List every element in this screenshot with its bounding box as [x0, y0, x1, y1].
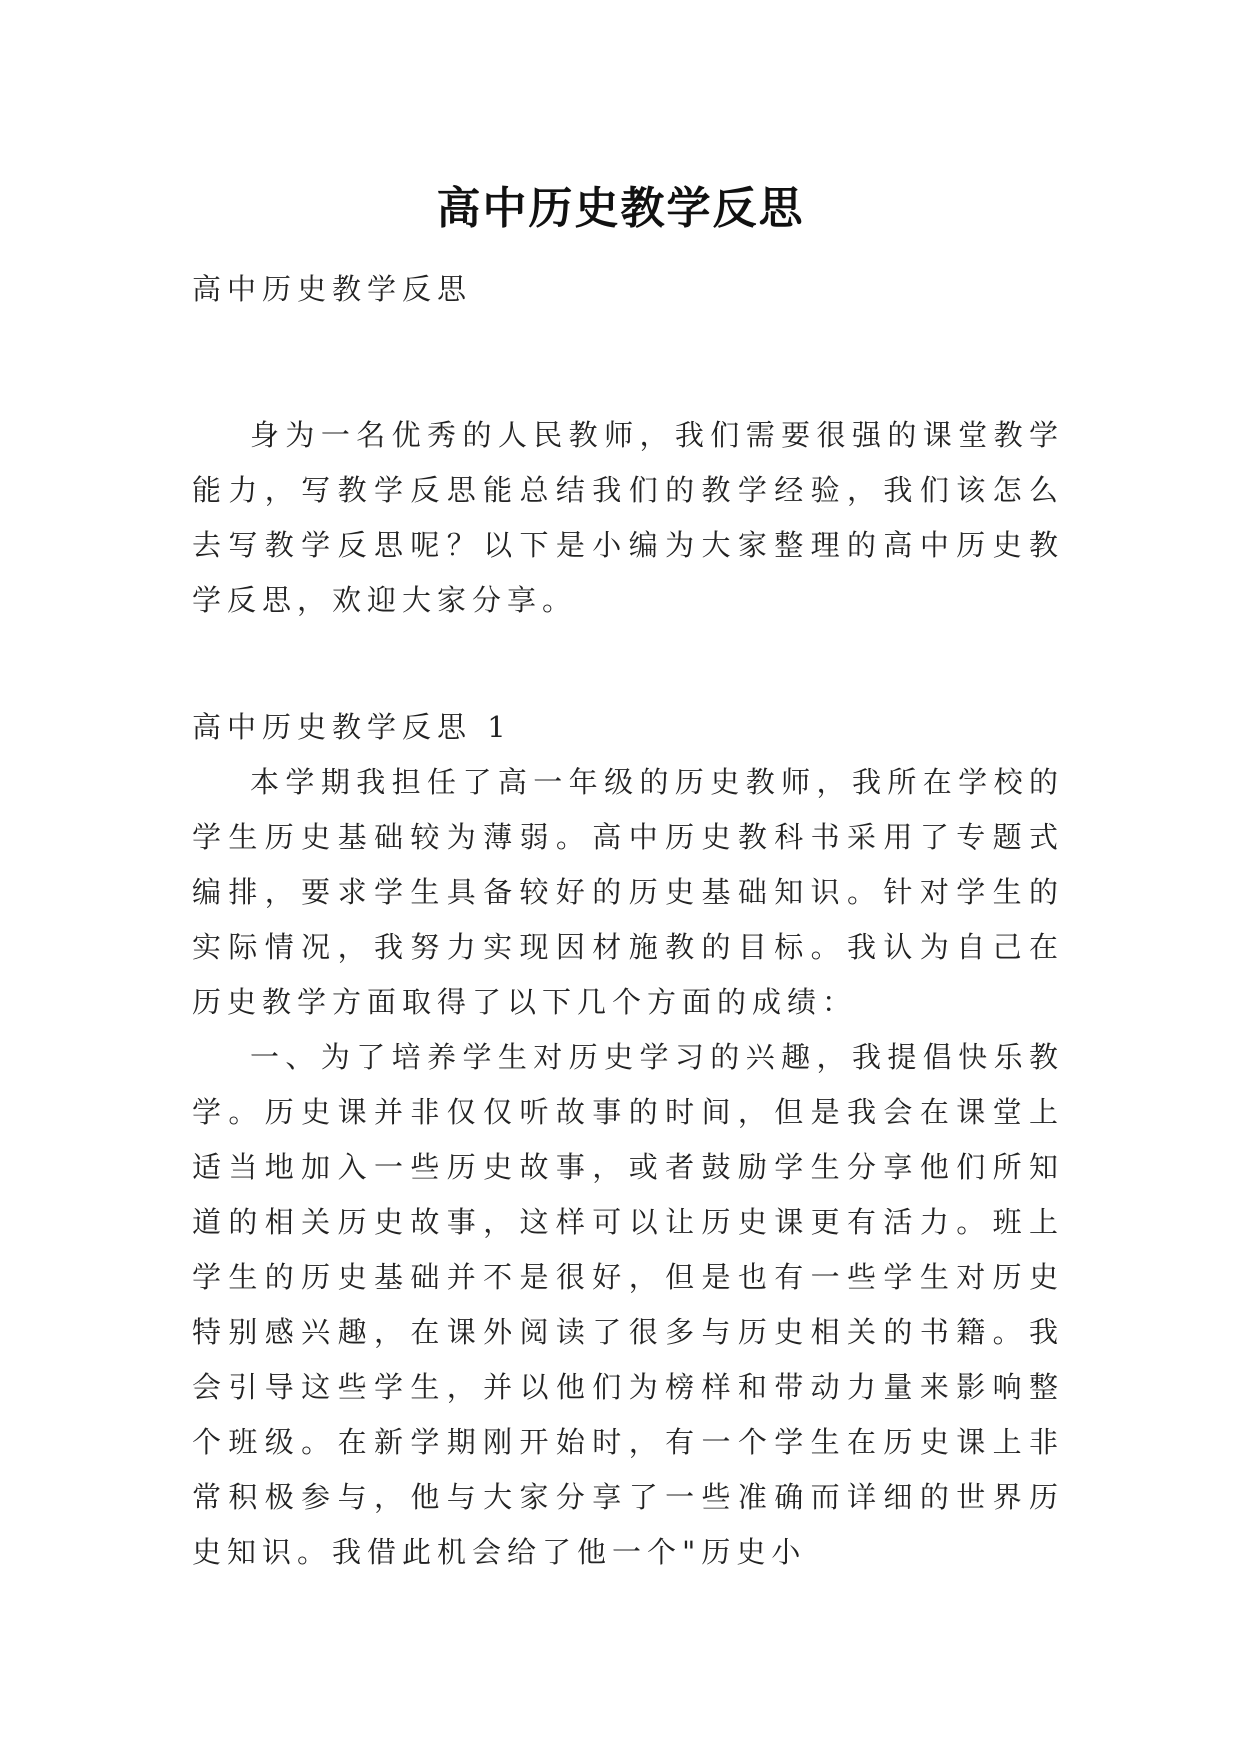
section-1-body	[192, 755, 1064, 1580]
intro-paragraph: 身为一名优秀的人民教师，我们需要很强的课堂教学能力，写教学反思能总结我们的教学经验，我们该怎么去写教学反思呢？以下是小编为大家整理的高中历史教学反思，欢迎大家分享。	[192, 418, 1064, 617]
document-title: 高中历史教学反思	[436, 183, 805, 235]
section-1-paragraph-2: 一、为了培养学生对历史学习的兴趣，我提倡快乐教学。历史课并非仅仅听故事的时间，但是我会在课堂上适当地加入一些历史故事，或者鼓励学生分享他们所知道的相关历史故事，这样可以让历史课更有活力。班上学生的历史基础并不是很好，但是也有一些学生对历史特别感兴趣，在课外阅读了很多与历史相关的书籍。我会引导这些学生，并以他们为榜样和带动力量来影响整个班级。在新学期刚开始时，有一个学生在历史课上非常积极参与，他与大家分享了一些准确而详细的世界历史知识。我借此机会给了他一个"历史小	[192, 1040, 1064, 1569]
document-subtitle: 高中历史教学反思	[192, 272, 473, 306]
section-1-paragraph-1: 本学期我担任了高一年级的历史教师，我所在学校的学生历史基础较为薄弱。高中历史教科书采用了专题式编排，要求学生具备较好的历史基础知识。针对学生的实际情况，我努力实现因材施教的目标。我认为自己在历史教学方面取得了以下几个方面的成绩：	[192, 765, 1064, 1019]
section-1	[192, 700, 1064, 1580]
intro-block	[192, 408, 1064, 628]
section-1-heading: 高中历史教学反思 1	[192, 710, 512, 744]
